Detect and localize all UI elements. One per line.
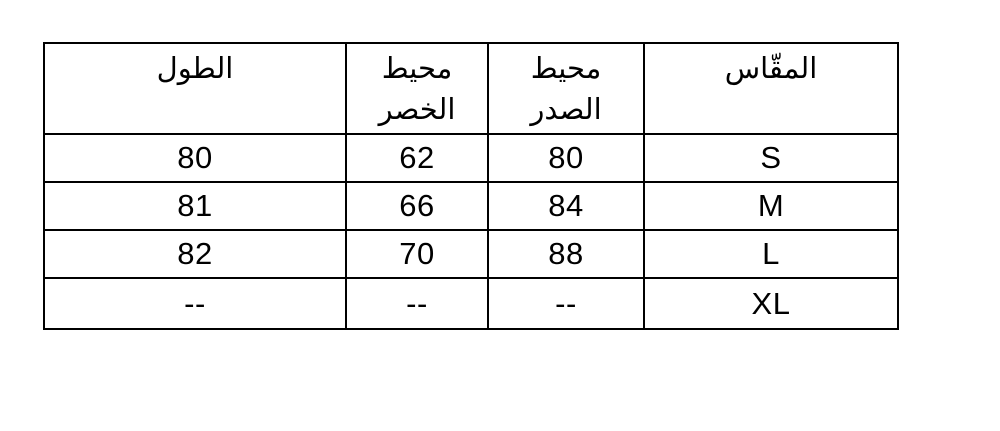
header-size-line1: المقّاس [724, 53, 818, 85]
cell-waist-m: 66 [346, 182, 488, 230]
header-waist-line1: محيط [381, 53, 453, 85]
cell-size-m: M [644, 182, 898, 230]
cell-waist-xl: -- [346, 278, 488, 329]
cell-length-m: 81 [44, 182, 346, 230]
cell-length-l: 82 [44, 230, 346, 278]
header-row [44, 43, 898, 134]
header-length-line1: الطول [156, 53, 234, 85]
cell-waist-s: 62 [346, 134, 488, 182]
cell-length-xl: -- [44, 278, 346, 329]
table-row-s [44, 134, 898, 182]
cell-length-s: 80 [44, 134, 346, 182]
table-row-m [44, 182, 898, 230]
cell-size-xl: XL [644, 278, 898, 329]
cell-size-s: S [644, 134, 898, 182]
cell-chest-xl: -- [488, 278, 644, 329]
header-cell-waist [346, 43, 488, 134]
header-cell-length [44, 43, 346, 134]
header-waist-line2: الخصر [378, 94, 456, 126]
header-chest-line2: الصدر [530, 94, 602, 126]
size-chart-table [43, 42, 899, 330]
cell-chest-l: 88 [488, 230, 644, 278]
cell-size-l: L [644, 230, 898, 278]
cell-chest-s: 80 [488, 134, 644, 182]
table-row-l [44, 230, 898, 278]
header-cell-chest [488, 43, 644, 134]
header-cell-size [644, 43, 898, 134]
header-chest-line1: محيط [530, 53, 602, 85]
cell-chest-m: 84 [488, 182, 644, 230]
table-row-xl [44, 278, 898, 329]
cell-waist-l: 70 [346, 230, 488, 278]
